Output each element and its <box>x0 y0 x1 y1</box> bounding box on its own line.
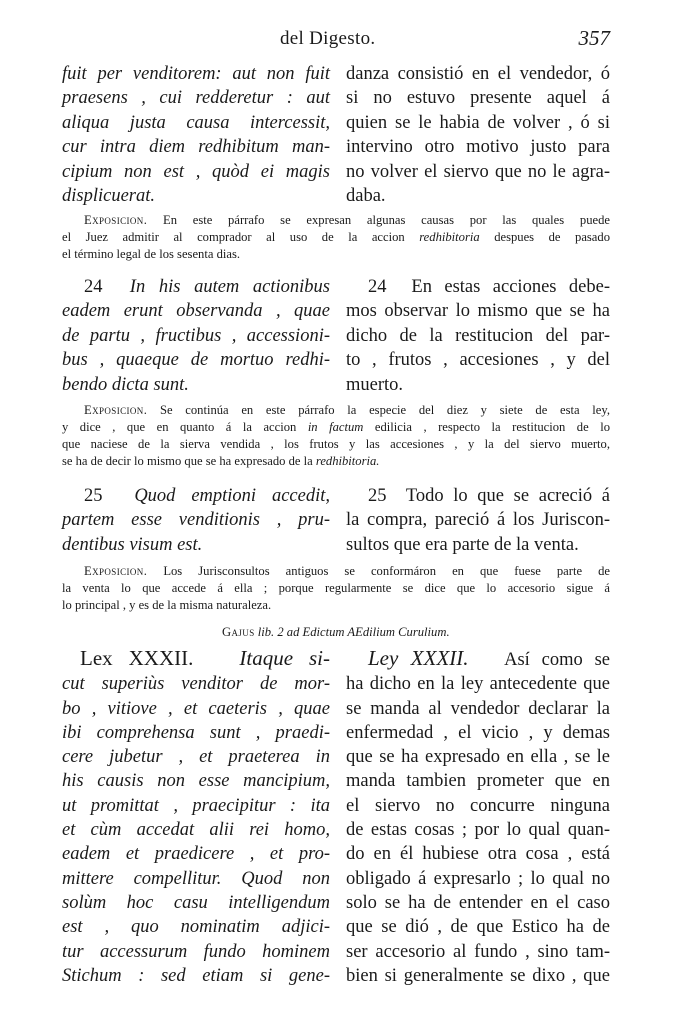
latin-line: ut promittat , praecipitur : ita <box>62 795 330 816</box>
note-text: lo principal , y es de la misma naturaleza. <box>62 598 272 612</box>
spanish-text-block-1 <box>346 62 610 208</box>
note-text: el término legal de los sesenta dias. <box>62 247 241 261</box>
latin-line: tur accessurum fundo hominem <box>62 941 330 962</box>
section-number: 25 <box>84 486 103 506</box>
running-header: del Digesto. <box>280 28 376 49</box>
latin-line: Itaque si- <box>239 646 331 670</box>
latin-text-block-3 <box>62 484 330 557</box>
latin-text-block-4 <box>62 646 330 988</box>
spanish-line: do en él hubiese otra cosa , está <box>346 844 610 865</box>
latin-line: cere jubetur , et praeterea in <box>62 747 330 768</box>
note-text: que naciese de la sierva vendida , los frutos y las accesiones , y la del siervo muerto, <box>62 437 610 451</box>
latin-line: et cùm accedat alii rei homo, <box>62 820 330 841</box>
exposicion-note-2 <box>62 402 610 470</box>
latin-line: bendo dicta sunt. <box>62 374 189 395</box>
latin-line: displicuerat. <box>62 186 156 207</box>
spanish-line: to , frutos , accesiones , y del <box>346 350 610 371</box>
latin-line: dentibus visum est. <box>62 534 203 555</box>
spanish-line: de estas cosas ; por lo qual quan- <box>346 820 610 841</box>
spanish-line: ha dicho en la ley antecedente que <box>346 674 610 695</box>
spanish-line: intervino otro motivo justo para <box>346 137 610 158</box>
latin-line: Quod emptioni accedit, <box>134 486 331 506</box>
latin-line: est , quo nominatim adjici- <box>62 917 330 938</box>
latin-text-block-1 <box>62 62 330 208</box>
ley-heading: Ley XXXII. <box>368 646 469 670</box>
latin-line: his causis non esse mancipium, <box>62 771 330 792</box>
latin-line: solùm hoc casu intelligendum <box>62 892 330 913</box>
note-text: edilicia , respecto la restitucion de lo <box>363 420 610 434</box>
latin-line: aliqua justa causa intercessit, <box>62 112 330 133</box>
latin-line: cut superiùs venditor de mor- <box>62 674 330 695</box>
spanish-line: ser accesorio al fundo , sino tam- <box>346 941 610 962</box>
spanish-line: muerto. <box>346 374 404 395</box>
spanish-line: obligado á expresarlo ; lo qual no <box>346 868 610 889</box>
latin-line: mittere compellitur. Quod non <box>62 868 330 889</box>
note-text: Los Jurisconsultos antiguos se conformáron en que fuese parte de <box>163 564 610 578</box>
latin-line: partem esse venditionis , pru- <box>62 510 330 531</box>
spanish-line: En estas acciones debe- <box>411 277 611 297</box>
latin-line: ibi comprehensa sunt , praedi- <box>62 722 330 743</box>
page-number: 357 <box>578 26 610 50</box>
latin-line: bo , vitiove , et caeteris , quae <box>62 698 330 719</box>
note-text: En este párrafo se expresan algunas causas por las quales puede <box>163 213 610 227</box>
spanish-line: bien si generalmente se dixo , que <box>346 965 610 986</box>
spanish-line: no volver el siervo que no le agra- <box>346 161 610 182</box>
exposicion-note-1 <box>62 212 610 263</box>
latin-line: bus , quaeque de mortuo redhi- <box>62 350 330 371</box>
note-italic-term: redhibitoria <box>419 230 480 244</box>
latin-line: In his autem actionibus <box>129 277 330 297</box>
spanish-line: que se dió , de que Estico ha de <box>346 917 610 938</box>
note-italic-term: in factum <box>307 420 364 434</box>
spanish-line: que se ha expresado en ella , se le <box>346 747 610 768</box>
latin-line: eadem erunt observanda , quae <box>62 301 330 322</box>
spanish-line: mos observar lo mismo que se ha <box>346 301 610 322</box>
spanish-line: quien se le habia de volver , ó si <box>346 112 610 133</box>
citation-author: Gajus <box>222 625 255 639</box>
note-text: y dice , que en quanto á la accion <box>62 420 308 434</box>
exposicion-label: Exposicion. <box>84 213 148 227</box>
section-number: 24 <box>368 277 387 297</box>
spanish-line: danza consistió en el vendedor, ó <box>346 64 610 84</box>
latin-line: de partu , fructibus , accessioni- <box>62 325 330 346</box>
note-italic-term: redhibitoria. <box>315 454 380 468</box>
citation-reference: lib. 2 ad Edictum AEdilium Curulium. <box>257 625 450 639</box>
spanish-line: dicho de la restitucion del par- <box>346 325 610 346</box>
latin-line: eadem et praedicere , et pro- <box>62 844 330 865</box>
spanish-line: se manda al vendedor declarar la <box>346 698 610 719</box>
latin-line: praesens , cui redderetur : aut <box>62 88 330 109</box>
spanish-line: la compra, pareció á los Juriscon- <box>346 510 610 531</box>
lex-heading: Lex XXXII. <box>80 646 194 670</box>
latin-line: cipium non est , quòd ei magis <box>62 161 330 182</box>
spanish-line: sultos que era parte de la venta. <box>346 534 579 555</box>
spanish-line: Así como se <box>504 650 611 670</box>
latin-line: Stichum : sed etiam si gene- <box>62 965 330 986</box>
note-text: la venta lo que accede á ella ; porque regularmente se dice que lo accesorio sigue á <box>62 581 610 595</box>
source-citation <box>222 625 450 640</box>
spanish-line: solo se ha de entender en el caso <box>346 892 610 913</box>
exposicion-note-3 <box>62 563 610 614</box>
note-text: despues de pasado <box>479 230 610 244</box>
latin-line: cur intra diem redhibitum man- <box>62 137 330 158</box>
spanish-line: si no estuvo presente aquel á <box>346 88 610 109</box>
spanish-line: daba. <box>346 186 386 207</box>
spanish-text-block-4 <box>346 646 610 988</box>
spanish-line: manda tambien prometer que en <box>346 771 610 792</box>
note-text: se ha de decir lo mismo que se ha expresado de la <box>62 454 316 468</box>
spanish-text-block-2 <box>346 275 610 397</box>
exposicion-label: Exposicion. <box>84 403 148 417</box>
spanish-text-block-3 <box>346 484 610 557</box>
spanish-line: el siervo no concurre ninguna <box>346 795 610 816</box>
note-text: Se continúa en este párrafo la especie del diez y siete de esta ley, <box>159 403 610 417</box>
section-number: 24 <box>84 277 103 297</box>
latin-line: fuit per venditorem: aut non fuit <box>62 64 330 84</box>
latin-text-block-2 <box>62 275 330 397</box>
section-number: 25 <box>368 486 387 506</box>
note-text: el Juez admitir al comprador al uso de la accion <box>62 230 420 244</box>
spanish-line: Todo lo que se acreció á <box>405 486 610 506</box>
exposicion-label: Exposicion. <box>84 564 148 578</box>
spanish-line: enfermedad , el vicio , y demas <box>346 722 610 743</box>
